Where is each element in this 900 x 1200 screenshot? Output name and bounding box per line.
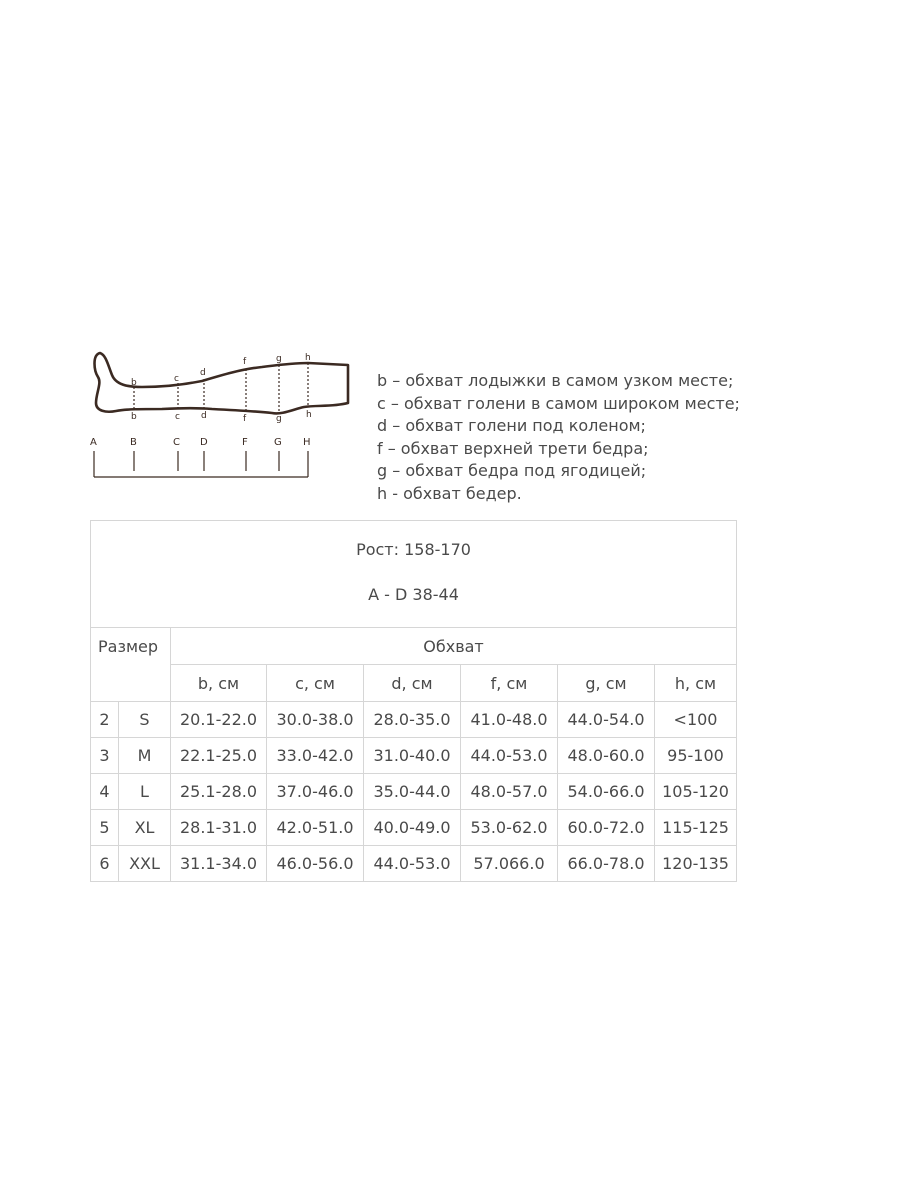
column-header: d, см <box>364 665 461 702</box>
column-header: f, см <box>461 665 558 702</box>
table-cell: 44.0-53.0 <box>461 738 558 774</box>
table-cell: 33.0-42.0 <box>267 738 364 774</box>
table-cell: 42.0-51.0 <box>267 810 364 846</box>
table-row <box>91 738 737 774</box>
ruler-label-c: C <box>173 437 180 448</box>
table-cell: 28.0-35.0 <box>364 702 461 738</box>
row-number: 5 <box>91 810 119 846</box>
table-cell: 46.0-56.0 <box>267 846 364 882</box>
table-header-info <box>91 521 737 628</box>
label-b-bottom: b <box>131 412 137 422</box>
column-header: h, см <box>655 665 737 702</box>
table-cell: <100 <box>655 702 737 738</box>
label-d-top: d <box>200 368 206 378</box>
measure-lines <box>82 345 362 485</box>
ruler-label-d: D <box>200 437 208 448</box>
table-cell: 115-125 <box>655 810 737 846</box>
table-cell: 30.0-38.0 <box>267 702 364 738</box>
label-d-bottom: d <box>201 411 207 421</box>
row-size: XL <box>119 810 171 846</box>
table-cell: 37.0-46.0 <box>267 774 364 810</box>
row-size: M <box>119 738 171 774</box>
label-f-top: f <box>243 357 247 367</box>
row-number: 3 <box>91 738 119 774</box>
table-cell: 54.0-66.0 <box>558 774 655 810</box>
row-number: 6 <box>91 846 119 882</box>
range-label: A - D 38-44 <box>368 585 459 604</box>
girth-header: Обхват <box>171 628 737 665</box>
legend-item-d: d – обхват голени под коленом; <box>377 416 646 435</box>
label-f-bottom: f <box>243 414 247 424</box>
table-cell: 28.1-31.0 <box>171 810 267 846</box>
table-cell: 95-100 <box>655 738 737 774</box>
table-cell: 25.1-28.0 <box>171 774 267 810</box>
column-header-row <box>91 665 737 702</box>
table-cell: 57.066.0 <box>461 846 558 882</box>
ruler-label-b: B <box>130 437 137 448</box>
label-c-top: c <box>174 374 179 384</box>
label-c-bottom: c <box>175 412 180 422</box>
label-g-top: g <box>276 354 282 364</box>
table-cell: 120-135 <box>655 846 737 882</box>
measurement-legend <box>377 370 740 505</box>
label-g-bottom: g <box>276 414 282 424</box>
size-header: Размер <box>91 628 171 702</box>
row-number: 4 <box>91 774 119 810</box>
table-cell: 20.1-22.0 <box>171 702 267 738</box>
table-row <box>91 702 737 738</box>
label-h-bottom: h <box>306 410 312 420</box>
table-cell: 35.0-44.0 <box>364 774 461 810</box>
table-row <box>91 846 737 882</box>
column-header: g, см <box>558 665 655 702</box>
table-cell: 60.0-72.0 <box>558 810 655 846</box>
legend-item-f: f – обхват верхней трети бедра; <box>377 438 649 458</box>
row-size: S <box>119 702 171 738</box>
row-size: XXL <box>119 846 171 882</box>
ruler-label-f: F <box>242 437 248 448</box>
table-cell: 41.0-48.0 <box>461 702 558 738</box>
ruler-label-g: G <box>274 437 282 448</box>
label-h-top: h <box>305 353 311 363</box>
table-cell: 31.1-34.0 <box>171 846 267 882</box>
legend-item-g: g – обхват бедра под ягодицей; <box>377 461 647 480</box>
table-row <box>91 810 737 846</box>
leg-diagram <box>82 345 362 485</box>
table-cell: 105-120 <box>655 774 737 810</box>
table-cell: 22.1-25.0 <box>171 738 267 774</box>
table-row <box>91 774 737 810</box>
size-table <box>90 520 737 882</box>
column-header: b, см <box>171 665 267 702</box>
table-cell: 48.0-60.0 <box>558 738 655 774</box>
table-cell: 44.0-54.0 <box>558 702 655 738</box>
label-b-top: b <box>131 378 137 388</box>
table-cell: 53.0-62.0 <box>461 810 558 846</box>
table-cell: 66.0-78.0 <box>558 846 655 882</box>
table-cell: 31.0-40.0 <box>364 738 461 774</box>
ruler-label-h: H <box>303 437 311 448</box>
legend-item-b: b – обхват лодыжки в самом узком месте; <box>377 371 734 390</box>
table-cell: 40.0-49.0 <box>364 810 461 846</box>
table-cell: 44.0-53.0 <box>364 846 461 882</box>
height-label: Рост: 158-170 <box>356 540 471 559</box>
ruler-label-a: A <box>90 437 97 448</box>
column-header: c, см <box>267 665 364 702</box>
row-size: L <box>119 774 171 810</box>
legend-item-c: c – обхват голени в самом широком месте; <box>377 393 740 413</box>
legend-item-h: h - обхват бедер. <box>377 483 522 503</box>
row-number: 2 <box>91 702 119 738</box>
table-cell: 48.0-57.0 <box>461 774 558 810</box>
